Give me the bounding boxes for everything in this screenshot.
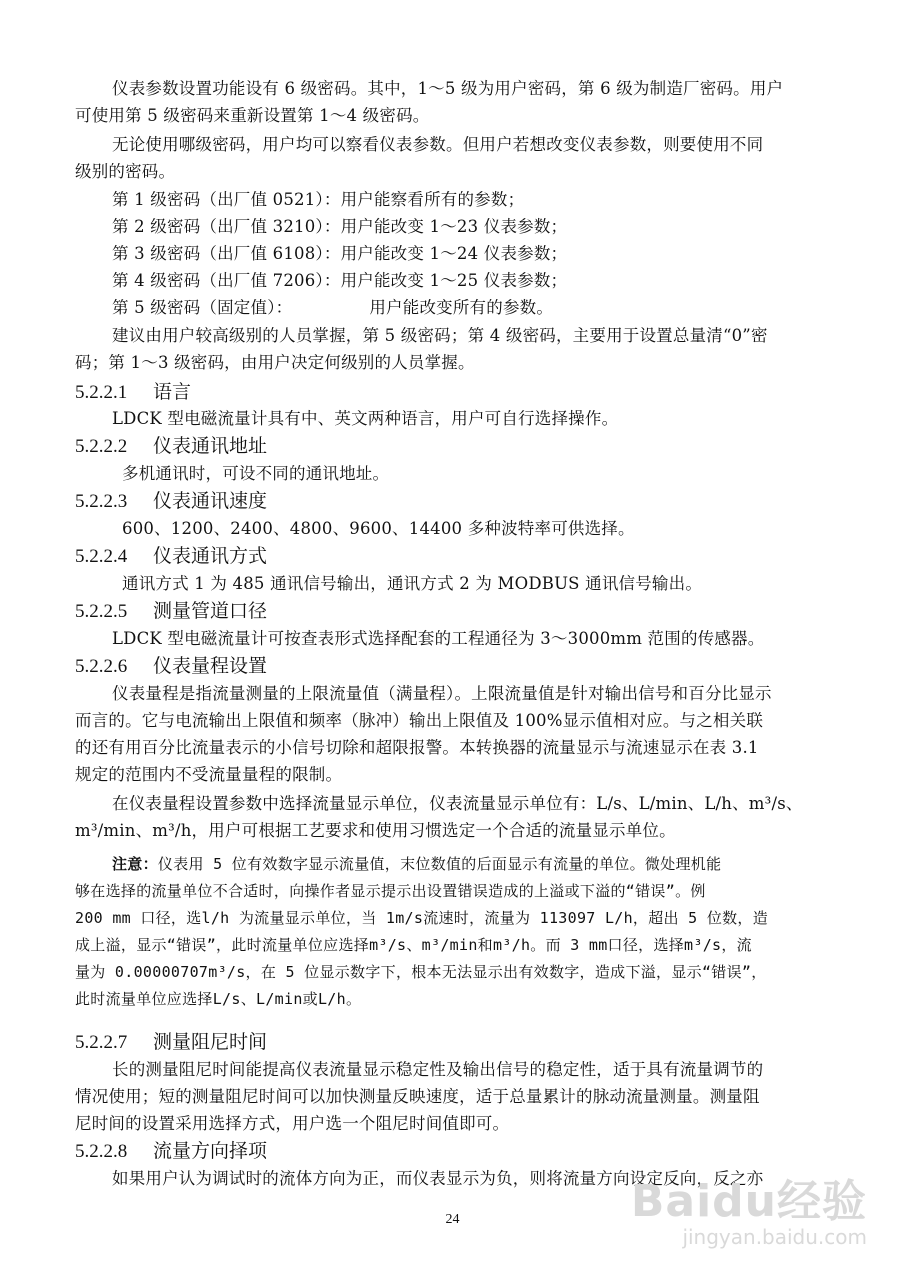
section-body: 的还有用百分比流量表示的小信号切除和超限报警。本转换器的流量显示与流速显示在表 3.1 — [75, 738, 759, 757]
section-body: 多机通讯时，可设不同的通讯地址。 — [122, 464, 390, 483]
password-level-3: 第 3 级密码（出厂值 6108）：用户能改变 1～24 仪表参数； — [112, 244, 568, 263]
section-body: 规定的范围内不受流量量程的限制。 — [75, 765, 343, 784]
password-level-4: 第 4 级密码（出厂值 7206）：用户能改变 1～25 仪表参数； — [112, 271, 568, 290]
section-heading: 5.2.2.3 仪表通讯速度 — [75, 490, 268, 512]
section-body: 尼时间的设置采用选择方式，用户选一个阻尼时间值即可。 — [75, 1114, 510, 1133]
note-line: 此时流量单位应选择L/s、L/min或L/h。 — [75, 990, 362, 1008]
password-level-5 — [112, 297, 553, 319]
password-level-5-desc: 用户能改变所有的参数。 — [369, 298, 554, 317]
section-heading: 5.2.2.7 测量阻尼时间 — [75, 1031, 268, 1053]
watermark — [631, 1178, 867, 1248]
watermark-url: jingyan.baidu.com — [682, 1225, 867, 1249]
section-body: 情况使用；短的测量阻尼时间可以加快测量反映速度，适于总量累计的脉动流量测量。测量阻 — [75, 1087, 760, 1106]
section-body: 而言的。它与电流输出上限值和频率（脉冲）输出上限值及 100%显示值相对应。与之相关联 — [75, 711, 764, 730]
paragraph-line: 无论使用哪级密码，用户均可以察看仪表参数。但用户若想改变仪表参数，则要使用不同 — [112, 135, 764, 154]
section-heading: 5.2.2.2 仪表通讯地址 — [75, 435, 268, 457]
password-level-2: 第 2 级密码（出厂值 3210）：用户能改变 1～23 仪表参数； — [112, 217, 568, 236]
note-line: 量为 0.00000707m³/s，在 5 位显示数字下，根本无法显示出有效数字，造成下溢，显示“错误”， — [75, 963, 767, 981]
paragraph-line: 码；第 1～3 级密码，由用户决定何级别的人员掌握。 — [75, 353, 475, 372]
section-heading: 5.2.2.8 流量方向择项 — [75, 1140, 268, 1162]
section-body: 如果用户认为调试时的流体方向为正，而仪表显示为负，则将流量方向设定反向，反之亦 — [112, 1169, 764, 1188]
password-level-1: 第 1 级密码（出厂值 0521）：用户能察看所有的参数； — [112, 190, 525, 209]
section-body: 长的测量阻尼时间能提高仪表流量显示稳定性及输出信号的稳定性，适于具有流量调节的 — [112, 1060, 764, 1079]
paragraph-line: 仪表参数设置功能设有 6 级密码。其中，1～5 级为用户密码，第 6 级为制造厂密码。用户 — [112, 79, 784, 98]
section-heading: 5.2.2.1 语言 — [75, 381, 192, 403]
section-heading: 5.2.2.6 仪表量程设置 — [75, 655, 268, 677]
section-body: 600、1200、2400、4800、9600、14400 多种波特率可供选择。 — [122, 519, 635, 538]
paragraph-line: 建议由用户较高级别的人员掌握，第 5 级密码；第 4 级密码，主要用于设置总量清“0”密 — [112, 326, 768, 345]
page-number: 24 — [445, 1212, 460, 1227]
note-line: 成上溢，显示“错误”，此时流量单位应选择m³/s、m³/min和m³/h。而 3 mm口径，选择m³/s，流 — [75, 936, 752, 954]
note-line: 够在选择的流量单位不合适时，向操作者显示提示出设置错误造成的上溢或下溢的“错误”。例 — [75, 882, 706, 900]
section-body: 通讯方式 1 为 485 通讯信号输出，通讯方式 2 为 MODBUS 通讯信号输出。 — [122, 574, 703, 593]
note-line: 注意：仪表用 5 位有效数字显示流量值，末位数值的后面显示有流量的单位。微处理机能 — [112, 855, 722, 873]
section-body: LDCK 型电磁流量计具有中、英文两种语言，用户可自行选择操作。 — [112, 409, 619, 428]
section-body: LDCK 型电磁流量计可按查表形式选择配套的工程通径为 3～3000mm 范围的传感器。 — [112, 629, 765, 648]
note-label: 注意： — [112, 855, 158, 873]
section-body: 在仪表量程设置参数中选择流量显示单位，仪表流量显示单位有：L/s、L/min、L/h、m³/s、 — [112, 794, 803, 813]
section-body: 仪表量程是指流量测量的上限流量值（满量程）。上限流量值是针对输出信号和百分比显示 — [112, 684, 772, 703]
paragraph-line: 可使用第 5 级密码来重新设置第 1～4 级密码。 — [75, 106, 430, 125]
paragraph-line: 级别的密码。 — [75, 162, 176, 181]
section-heading: 5.2.2.5 测量管道口径 — [75, 600, 268, 622]
watermark-brand: Baidu经验 — [630, 1176, 867, 1227]
note-line: 200 mm 口径，选l/h 为流量显示单位，当 1m/s流速时，流量为 113097 L/h，超出 5 位数，造 — [75, 909, 769, 927]
section-heading: 5.2.2.4 仪表通讯方式 — [75, 545, 268, 567]
password-level-5-label: 第 5 级密码（固定值）： — [112, 298, 293, 317]
section-body: m³/min、m³/h，用户可根据工艺要求和使用习惯选定一个合适的流量显示单位。 — [75, 821, 676, 840]
